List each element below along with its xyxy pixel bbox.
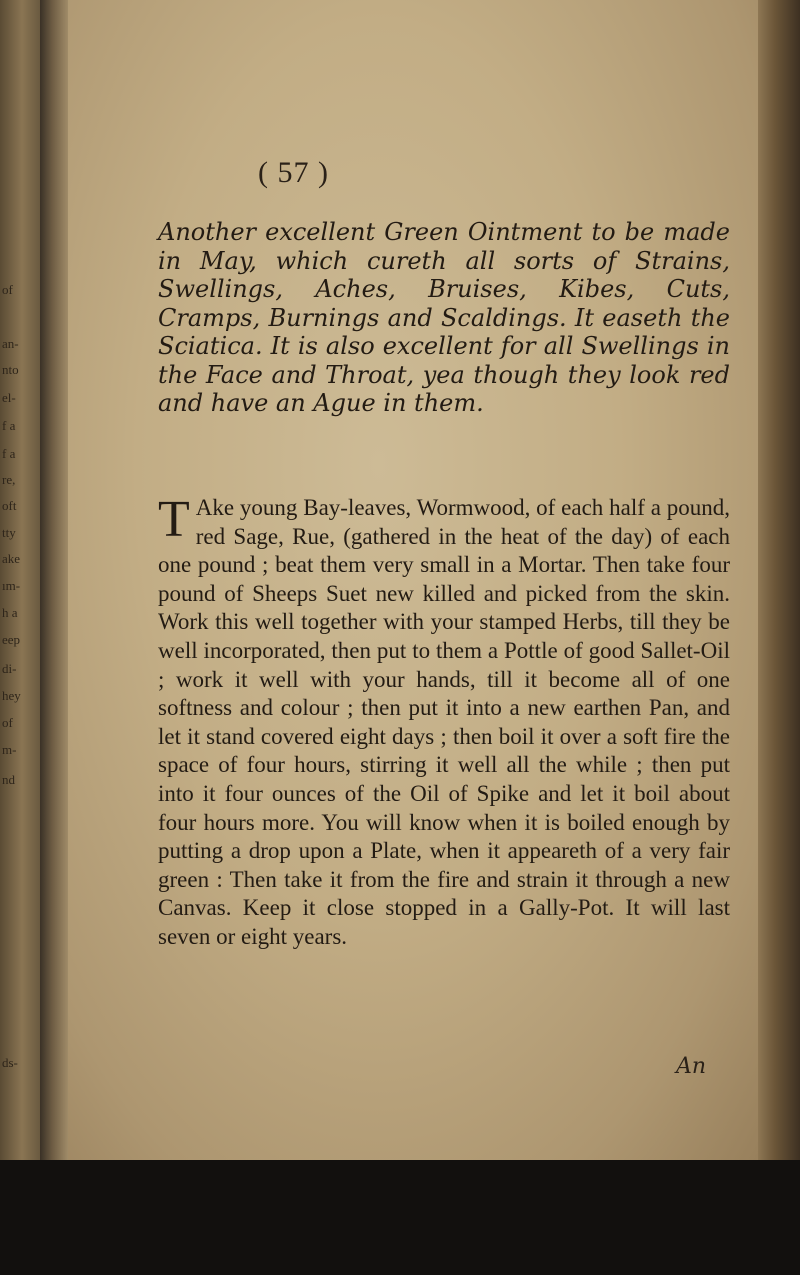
margin-fragment: nd	[2, 772, 15, 787]
margin-fragment: tty	[2, 525, 16, 540]
margin-fragment: ds-	[2, 1055, 18, 1070]
recipe-heading: Another excellent Green Ointment to be made in May, which cureth all sorts of Strains, Swellings, Aches, Bruises, Kibes, Cuts, Cramps, Burnings and Scaldings. It easeth the Sciatica. It is also excellent for all Swellings in the Face and Throat, yea though they look red and have an Ague in them.	[158, 218, 730, 417]
drop-cap: T	[158, 491, 190, 548]
scan-background	[0, 1160, 800, 1275]
margin-fragment: oft	[2, 498, 17, 513]
margin-fragment: m-	[2, 742, 17, 757]
margin-fragment: hey	[2, 688, 21, 703]
margin-fragment: nto	[2, 362, 19, 377]
margin-fragment: f a	[2, 446, 16, 461]
margin-fragment: an-	[2, 336, 19, 351]
margin-fragment: ım-	[2, 578, 21, 593]
margin-fragment: f a	[2, 418, 16, 433]
page-number: ( 57 )	[258, 156, 329, 189]
page-edge-shadow	[758, 0, 800, 1160]
margin-fragment: h a	[2, 605, 18, 620]
catchword: An	[676, 1054, 707, 1079]
book-gutter	[40, 0, 68, 1160]
recipe-text: Ake young Bay-leaves, Wormwood, of each half a pound, red Sage, Rue, (gathered in the heat of the day) of each one pound ; beat them very small in a Mortar. Then take four pound of Sheeps Suet new killed and picked from the skin. Work this well together with your stamped Herbs, till they be well incorporated, then put to them a Pottle of good Sallet-Oil ; work it well with your hands, till it become all of one softness and colour ; then put it into a new earthen Pan, and let it stand covered eight days ; then boil it over a soft fire the space of four hours, stirring it well all the while ; then put into it four ounces of the Oil of Spike and let it boil about four hours more. You will know when it is boiled enough by putting a drop upon a Plate, when it appeareth of a very fair green : Then take it from the fire and strain it through a new Canvas. Keep it close stopped in a Gally-Pot. It will last seven or eight years.	[158, 495, 730, 949]
margin-fragment: of	[2, 715, 13, 730]
previous-page-margin	[0, 0, 40, 1160]
margin-fragment: eep	[2, 632, 21, 647]
margin-fragment: el-	[2, 390, 16, 405]
recipe-body	[158, 491, 730, 952]
margin-fragment: of	[2, 282, 13, 297]
margin-fragment: re,	[2, 472, 16, 487]
margin-fragment: ake	[2, 551, 21, 566]
margin-fragment: di-	[2, 661, 17, 676]
